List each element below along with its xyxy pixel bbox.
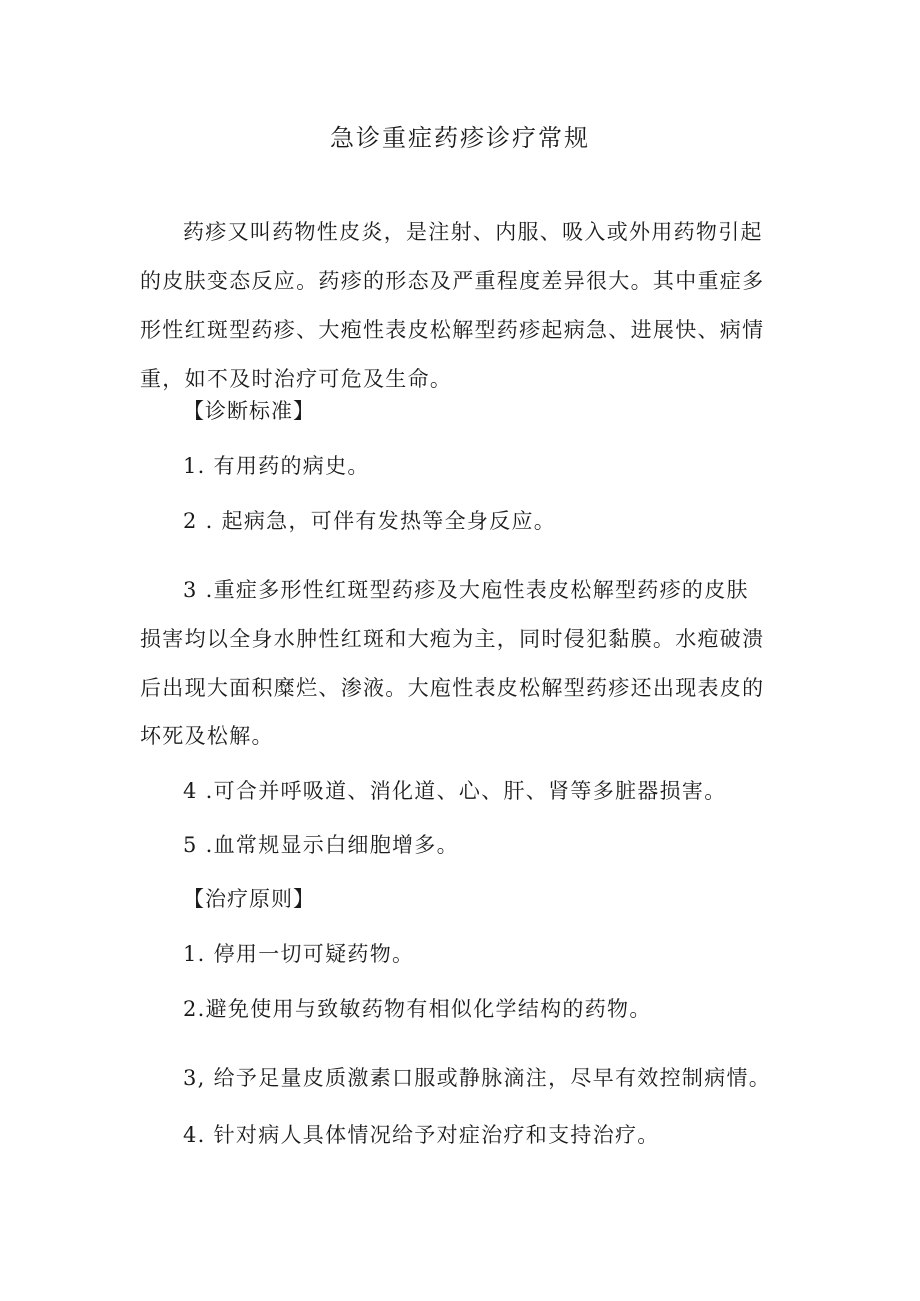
- treatment-heading: 【治疗原则】: [183, 887, 315, 911]
- diagnosis-item-1: 1. 有用药的病史。: [183, 454, 370, 478]
- diagnosis-item-3-line-4: 坏死及松解。: [140, 724, 274, 748]
- treatment-item-1: 1. 停用一切可疑药物。: [183, 942, 415, 966]
- intro-line-3: 形性红斑型药疹、大疱性表皮松解型药疹起病急、进展快、病情: [140, 318, 765, 342]
- diagnosis-heading: 【诊断标准】: [183, 399, 315, 423]
- diagnosis-item-4: 4 .可合并呼吸道、消化道、心、肝、肾等多脏器损害。: [183, 779, 727, 803]
- treatment-item-2: 2.避免使用与致敏药物有相似化学结构的药物。: [183, 997, 652, 1021]
- diagnosis-item-3-line-2: 损害均以全身水肿性红斑和大疱为主，同时侵犯黏膜。水疱破溃: [140, 627, 765, 651]
- intro-line-4: 重，如不及时治疗可危及生命。: [140, 367, 453, 391]
- diagnosis-item-2: 2 . 起病急，可伴有发热等全身反应。: [183, 509, 557, 533]
- intro-line-1: 药疹又叫药物性皮炎，是注射、内服、吸入或外用药物引起: [183, 220, 763, 244]
- intro-line-2: 的皮肤变态反应。药疹的形态及严重程度差异很大。其中重症多: [140, 269, 765, 293]
- diagnosis-item-5: 5 .血常规显示白细胞增多。: [183, 833, 459, 857]
- treatment-item-3: 3, 给予足量皮质激素口服或静脉滴注，尽早有效控制病情。: [183, 1066, 772, 1090]
- document-title: 急诊重症药疹诊疗常规: [330, 124, 590, 152]
- treatment-item-4: 4. 针对病人具体情况给予对症治疗和支持治疗。: [183, 1123, 660, 1147]
- diagnosis-item-3-line-3: 后出现大面积糜烂、渗液。大庖性表皮松解型药疹还出现表皮的: [140, 676, 765, 700]
- diagnosis-item-3-line-1: 3 .重症多形性红斑型药疹及大庖性表皮松解型药疹的皮肤: [183, 578, 749, 602]
